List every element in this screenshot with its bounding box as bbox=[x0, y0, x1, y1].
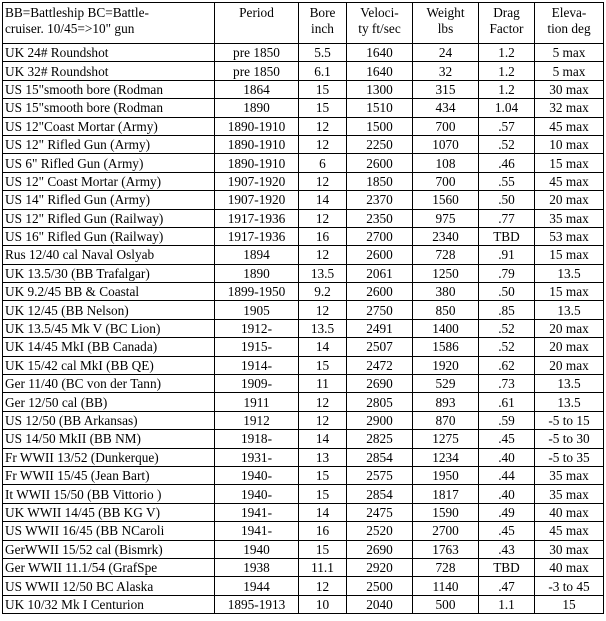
cell-weight: 2700 bbox=[413, 522, 479, 540]
cell-elevation: 20 max bbox=[535, 191, 604, 209]
cell-bore: 12 bbox=[299, 301, 347, 319]
cell-period: 1917-1936 bbox=[215, 209, 299, 227]
header-description-line1: BB=Battleship BC=Battle- bbox=[5, 5, 149, 20]
cell-weight: 700 bbox=[413, 117, 479, 135]
table-row bbox=[3, 503, 604, 521]
cell-drag-factor: .45 bbox=[479, 522, 535, 540]
table-row bbox=[3, 283, 604, 301]
cell-bore: 15 bbox=[299, 485, 347, 503]
cell-bore: 16 bbox=[299, 227, 347, 245]
cell-elevation: -5 to 35 bbox=[535, 448, 604, 466]
cell-weight: 728 bbox=[413, 246, 479, 264]
cell-drag-factor: 1.2 bbox=[479, 62, 535, 80]
cell-period: 1931- bbox=[215, 448, 299, 466]
cell-bore: 15 bbox=[299, 99, 347, 117]
cell-weight: 1763 bbox=[413, 540, 479, 558]
cell-elevation: 30 max bbox=[535, 540, 604, 558]
cell-name: US 12" Coast Mortar (Army) bbox=[3, 172, 215, 190]
cell-weight: 24 bbox=[413, 44, 479, 62]
cell-elevation: -5 to 15 bbox=[535, 411, 604, 429]
table-row bbox=[3, 80, 604, 98]
table-row bbox=[3, 485, 604, 503]
cell-bore: 6.1 bbox=[299, 62, 347, 80]
table-row bbox=[3, 577, 604, 595]
cell-velocity: 2600 bbox=[347, 154, 413, 172]
cell-weight: 1140 bbox=[413, 577, 479, 595]
cell-drag-factor: .40 bbox=[479, 448, 535, 466]
header-description bbox=[3, 3, 215, 44]
cell-period: 1905 bbox=[215, 301, 299, 319]
cell-bore: 12 bbox=[299, 135, 347, 153]
cell-weight: 1234 bbox=[413, 448, 479, 466]
header-bore-line1: Bore bbox=[309, 5, 336, 20]
gun-data-table-container bbox=[2, 2, 604, 614]
cell-period: 1914- bbox=[215, 356, 299, 374]
cell-weight: 700 bbox=[413, 172, 479, 190]
cell-velocity: 2690 bbox=[347, 540, 413, 558]
table-row bbox=[3, 117, 604, 135]
header-row bbox=[3, 3, 604, 44]
cell-drag-factor: .50 bbox=[479, 283, 535, 301]
cell-period: pre 1850 bbox=[215, 62, 299, 80]
table-row bbox=[3, 135, 604, 153]
cell-velocity: 1850 bbox=[347, 172, 413, 190]
cell-drag-factor: .55 bbox=[479, 172, 535, 190]
cell-weight: 1250 bbox=[413, 264, 479, 282]
table-row bbox=[3, 430, 604, 448]
cell-elevation: 40 max bbox=[535, 558, 604, 576]
cell-drag-factor: .57 bbox=[479, 117, 535, 135]
cell-velocity: 2854 bbox=[347, 485, 413, 503]
cell-drag-factor: .62 bbox=[479, 356, 535, 374]
cell-velocity: 2475 bbox=[347, 503, 413, 521]
header-velocity-line1: Veloci- bbox=[360, 5, 399, 20]
cell-velocity: 2520 bbox=[347, 522, 413, 540]
cell-drag-factor: 1.04 bbox=[479, 99, 535, 117]
table-row bbox=[3, 522, 604, 540]
cell-name: US 14" Rifled Gun (Army) bbox=[3, 191, 215, 209]
cell-period: 1890-1910 bbox=[215, 154, 299, 172]
header-velocity-line2: ty ft/sec bbox=[358, 21, 401, 36]
cell-name: US WWII 16/45 (BB NCaroli bbox=[3, 522, 215, 540]
cell-weight: 975 bbox=[413, 209, 479, 227]
cell-velocity: 2491 bbox=[347, 319, 413, 337]
cell-period: 1890 bbox=[215, 99, 299, 117]
cell-drag-factor: .52 bbox=[479, 338, 535, 356]
cell-period: 1915- bbox=[215, 338, 299, 356]
header-elevation bbox=[535, 3, 604, 44]
cell-weight: 1920 bbox=[413, 356, 479, 374]
cell-elevation: -3 to 45 bbox=[535, 577, 604, 595]
cell-period: 1899-1950 bbox=[215, 283, 299, 301]
cell-period: 1907-1920 bbox=[215, 172, 299, 190]
cell-name: GerWWII 15/52 cal (Bismrk) bbox=[3, 540, 215, 558]
cell-weight: 434 bbox=[413, 99, 479, 117]
cell-name: Ger 12/50 cal (BB) bbox=[3, 393, 215, 411]
table-row bbox=[3, 375, 604, 393]
cell-velocity: 2472 bbox=[347, 356, 413, 374]
cell-name: It WWII 15/50 (BB Vittorio ) bbox=[3, 485, 215, 503]
table-row bbox=[3, 44, 604, 62]
header-weight-line2: lbs bbox=[437, 21, 454, 36]
cell-velocity: 1510 bbox=[347, 99, 413, 117]
header-weight-line1: Weight bbox=[426, 5, 465, 20]
cell-drag-factor: .59 bbox=[479, 411, 535, 429]
cell-velocity: 2370 bbox=[347, 191, 413, 209]
cell-velocity: 2500 bbox=[347, 577, 413, 595]
table-row bbox=[3, 246, 604, 264]
cell-period: 1944 bbox=[215, 577, 299, 595]
cell-drag-factor: 1.1 bbox=[479, 595, 535, 613]
cell-bore: 14 bbox=[299, 503, 347, 521]
header-description-line2: cruiser. 10/45=>10" gun bbox=[5, 21, 135, 36]
cell-bore: 12 bbox=[299, 246, 347, 264]
cell-period: 1941- bbox=[215, 522, 299, 540]
cell-elevation: 13.5 bbox=[535, 393, 604, 411]
cell-name: US WWII 12/50 BC Alaska bbox=[3, 577, 215, 595]
cell-elevation: -5 to 30 bbox=[535, 430, 604, 448]
cell-elevation: 13.5 bbox=[535, 301, 604, 319]
cell-bore: 12 bbox=[299, 411, 347, 429]
table-row bbox=[3, 172, 604, 190]
cell-period: 1917-1936 bbox=[215, 227, 299, 245]
header-elevation-line1: Eleva- bbox=[551, 5, 587, 20]
header-elevation-line2: tion deg bbox=[547, 21, 591, 36]
header-period-label: Period bbox=[239, 5, 274, 20]
header-drag bbox=[479, 3, 535, 44]
cell-drag-factor: TBD bbox=[479, 558, 535, 576]
cell-drag-factor: .50 bbox=[479, 191, 535, 209]
table-row bbox=[3, 393, 604, 411]
cell-period: 1912 bbox=[215, 411, 299, 429]
cell-name: UK 15/42 cal MkI (BB QE) bbox=[3, 356, 215, 374]
cell-velocity: 2690 bbox=[347, 375, 413, 393]
cell-weight: 1560 bbox=[413, 191, 479, 209]
header-weight bbox=[413, 3, 479, 44]
cell-elevation: 45 max bbox=[535, 117, 604, 135]
table-row bbox=[3, 356, 604, 374]
header-period bbox=[215, 3, 299, 44]
cell-elevation: 10 max bbox=[535, 135, 604, 153]
cell-name: Fr WWII 15/45 (Jean Bart) bbox=[3, 466, 215, 484]
cell-name: US 12" Rifled Gun (Railway) bbox=[3, 209, 215, 227]
cell-weight: 1586 bbox=[413, 338, 479, 356]
table-row bbox=[3, 448, 604, 466]
cell-bore: 12 bbox=[299, 577, 347, 595]
cell-bore: 12 bbox=[299, 393, 347, 411]
cell-weight: 1275 bbox=[413, 430, 479, 448]
cell-drag-factor: 1.2 bbox=[479, 80, 535, 98]
cell-weight: 380 bbox=[413, 283, 479, 301]
cell-drag-factor: .52 bbox=[479, 319, 535, 337]
cell-bore: 12 bbox=[299, 209, 347, 227]
table-row bbox=[3, 540, 604, 558]
cell-drag-factor: .85 bbox=[479, 301, 535, 319]
cell-bore: 12 bbox=[299, 172, 347, 190]
cell-period: 1890-1910 bbox=[215, 117, 299, 135]
cell-elevation: 13.5 bbox=[535, 264, 604, 282]
cell-name: UK 32# Roundshot bbox=[3, 62, 215, 80]
cell-velocity: 1640 bbox=[347, 62, 413, 80]
cell-name: US 12"Coast Mortar (Army) bbox=[3, 117, 215, 135]
cell-bore: 14 bbox=[299, 430, 347, 448]
cell-drag-factor: .91 bbox=[479, 246, 535, 264]
cell-name: US 16" Rifled Gun (Railway) bbox=[3, 227, 215, 245]
cell-weight: 1400 bbox=[413, 319, 479, 337]
table-row bbox=[3, 62, 604, 80]
cell-weight: 1950 bbox=[413, 466, 479, 484]
table-row bbox=[3, 99, 604, 117]
cell-bore: 13 bbox=[299, 448, 347, 466]
cell-drag-factor: 1.2 bbox=[479, 44, 535, 62]
cell-name: US 12" Rifled Gun (Army) bbox=[3, 135, 215, 153]
cell-bore: 15 bbox=[299, 80, 347, 98]
cell-velocity: 1300 bbox=[347, 80, 413, 98]
table-row bbox=[3, 411, 604, 429]
cell-velocity: 2040 bbox=[347, 595, 413, 613]
cell-period: 1894 bbox=[215, 246, 299, 264]
cell-weight: 2340 bbox=[413, 227, 479, 245]
cell-drag-factor: .77 bbox=[479, 209, 535, 227]
cell-name: UK 9.2/45 BB & Coastal bbox=[3, 283, 215, 301]
cell-name: UK 24# Roundshot bbox=[3, 44, 215, 62]
cell-weight: 32 bbox=[413, 62, 479, 80]
header-drag-line2: Factor bbox=[489, 21, 524, 36]
cell-weight: 1817 bbox=[413, 485, 479, 503]
header-velocity bbox=[347, 3, 413, 44]
cell-weight: 529 bbox=[413, 375, 479, 393]
cell-velocity: 2061 bbox=[347, 264, 413, 282]
cell-elevation: 13.5 bbox=[535, 375, 604, 393]
table-row bbox=[3, 319, 604, 337]
cell-name: Fr WWII 13/52 (Dunkerque) bbox=[3, 448, 215, 466]
cell-name: Rus 12/40 cal Naval Oslyab bbox=[3, 246, 215, 264]
cell-bore: 9.2 bbox=[299, 283, 347, 301]
cell-weight: 315 bbox=[413, 80, 479, 98]
cell-period: 1938 bbox=[215, 558, 299, 576]
cell-name: UK WWII 14/45 (BB KG V) bbox=[3, 503, 215, 521]
cell-drag-factor: .46 bbox=[479, 154, 535, 172]
cell-period: 1941- bbox=[215, 503, 299, 521]
table-row bbox=[3, 301, 604, 319]
cell-name: UK 14/45 MkI (BB Canada) bbox=[3, 338, 215, 356]
cell-period: 1940- bbox=[215, 466, 299, 484]
cell-period: 1940- bbox=[215, 485, 299, 503]
cell-velocity: 2575 bbox=[347, 466, 413, 484]
cell-velocity: 2900 bbox=[347, 411, 413, 429]
cell-name: US 12/50 (BB Arkansas) bbox=[3, 411, 215, 429]
table-row bbox=[3, 338, 604, 356]
cell-elevation: 45 max bbox=[535, 522, 604, 540]
cell-period: 1890-1910 bbox=[215, 135, 299, 153]
cell-period: 1864 bbox=[215, 80, 299, 98]
cell-bore: 11.1 bbox=[299, 558, 347, 576]
cell-elevation: 40 max bbox=[535, 503, 604, 521]
cell-bore: 11 bbox=[299, 375, 347, 393]
cell-elevation: 35 max bbox=[535, 466, 604, 484]
table-row bbox=[3, 558, 604, 576]
cell-drag-factor: .49 bbox=[479, 503, 535, 521]
cell-velocity: 2507 bbox=[347, 338, 413, 356]
cell-elevation: 15 max bbox=[535, 283, 604, 301]
cell-weight: 728 bbox=[413, 558, 479, 576]
cell-name: UK 10/32 Mk I Centurion bbox=[3, 595, 215, 613]
cell-drag-factor: .61 bbox=[479, 393, 535, 411]
cell-name: Ger WWII 11.1/54 (GrafSpe bbox=[3, 558, 215, 576]
cell-name: UK 13.5/45 Mk V (BC Lion) bbox=[3, 319, 215, 337]
table-row bbox=[3, 191, 604, 209]
cell-drag-factor: .47 bbox=[479, 577, 535, 595]
cell-elevation: 5 max bbox=[535, 44, 604, 62]
cell-bore: 15 bbox=[299, 356, 347, 374]
cell-period: pre 1850 bbox=[215, 44, 299, 62]
cell-elevation: 15 max bbox=[535, 154, 604, 172]
cell-bore: 14 bbox=[299, 191, 347, 209]
cell-period: 1909- bbox=[215, 375, 299, 393]
cell-period: 1907-1920 bbox=[215, 191, 299, 209]
cell-elevation: 32 max bbox=[535, 99, 604, 117]
cell-velocity: 2854 bbox=[347, 448, 413, 466]
header-bore bbox=[299, 3, 347, 44]
header-bore-line2: inch bbox=[311, 21, 334, 36]
cell-drag-factor: .79 bbox=[479, 264, 535, 282]
cell-bore: 16 bbox=[299, 522, 347, 540]
cell-weight: 850 bbox=[413, 301, 479, 319]
table-row bbox=[3, 466, 604, 484]
cell-elevation: 20 max bbox=[535, 338, 604, 356]
cell-weight: 500 bbox=[413, 595, 479, 613]
cell-velocity: 2700 bbox=[347, 227, 413, 245]
cell-elevation: 5 max bbox=[535, 62, 604, 80]
cell-period: 1895-1913 bbox=[215, 595, 299, 613]
cell-elevation: 45 max bbox=[535, 172, 604, 190]
gun-data-table bbox=[2, 2, 604, 614]
cell-drag-factor: .45 bbox=[479, 430, 535, 448]
cell-weight: 893 bbox=[413, 393, 479, 411]
table-row bbox=[3, 209, 604, 227]
cell-elevation: 20 max bbox=[535, 319, 604, 337]
cell-velocity: 1500 bbox=[347, 117, 413, 135]
cell-period: 1890 bbox=[215, 264, 299, 282]
cell-weight: 108 bbox=[413, 154, 479, 172]
table-header bbox=[3, 3, 604, 44]
cell-bore: 15 bbox=[299, 466, 347, 484]
cell-name: US 15"smooth bore (Rodman bbox=[3, 80, 215, 98]
cell-velocity: 2350 bbox=[347, 209, 413, 227]
cell-velocity: 2920 bbox=[347, 558, 413, 576]
table-row bbox=[3, 154, 604, 172]
table-row bbox=[3, 595, 604, 613]
cell-velocity: 2600 bbox=[347, 246, 413, 264]
cell-bore: 6 bbox=[299, 154, 347, 172]
cell-elevation: 53 max bbox=[535, 227, 604, 245]
cell-name: US 15"smooth bore (Rodman bbox=[3, 99, 215, 117]
cell-velocity: 2250 bbox=[347, 135, 413, 153]
cell-drag-factor: .43 bbox=[479, 540, 535, 558]
cell-name: UK 13.5/30 (BB Trafalgar) bbox=[3, 264, 215, 282]
cell-drag-factor: TBD bbox=[479, 227, 535, 245]
table-row bbox=[3, 227, 604, 245]
cell-bore: 13.5 bbox=[299, 319, 347, 337]
cell-period: 1911 bbox=[215, 393, 299, 411]
cell-velocity: 2750 bbox=[347, 301, 413, 319]
cell-elevation: 35 max bbox=[535, 209, 604, 227]
cell-velocity: 2825 bbox=[347, 430, 413, 448]
cell-elevation: 15 bbox=[535, 595, 604, 613]
cell-elevation: 20 max bbox=[535, 356, 604, 374]
cell-drag-factor: .73 bbox=[479, 375, 535, 393]
cell-name: Ger 11/40 (BC von der Tann) bbox=[3, 375, 215, 393]
header-drag-line1: Drag bbox=[493, 5, 520, 20]
cell-elevation: 30 max bbox=[535, 80, 604, 98]
cell-name: US 6" Rifled Gun (Army) bbox=[3, 154, 215, 172]
cell-elevation: 15 max bbox=[535, 246, 604, 264]
cell-weight: 870 bbox=[413, 411, 479, 429]
cell-name: UK 12/45 (BB Nelson) bbox=[3, 301, 215, 319]
cell-velocity: 2805 bbox=[347, 393, 413, 411]
cell-bore: 5.5 bbox=[299, 44, 347, 62]
cell-velocity: 2600 bbox=[347, 283, 413, 301]
cell-velocity: 1640 bbox=[347, 44, 413, 62]
cell-period: 1918- bbox=[215, 430, 299, 448]
cell-weight: 1590 bbox=[413, 503, 479, 521]
cell-period: 1940 bbox=[215, 540, 299, 558]
table-row bbox=[3, 264, 604, 282]
cell-bore: 13.5 bbox=[299, 264, 347, 282]
cell-drag-factor: .52 bbox=[479, 135, 535, 153]
cell-elevation: 35 max bbox=[535, 485, 604, 503]
cell-bore: 14 bbox=[299, 338, 347, 356]
cell-name: US 14/50 MkII (BB NM) bbox=[3, 430, 215, 448]
table-body bbox=[3, 44, 604, 614]
cell-drag-factor: .44 bbox=[479, 466, 535, 484]
cell-bore: 15 bbox=[299, 540, 347, 558]
cell-bore: 12 bbox=[299, 117, 347, 135]
cell-bore: 10 bbox=[299, 595, 347, 613]
cell-drag-factor: .40 bbox=[479, 485, 535, 503]
cell-weight: 1070 bbox=[413, 135, 479, 153]
cell-period: 1912- bbox=[215, 319, 299, 337]
